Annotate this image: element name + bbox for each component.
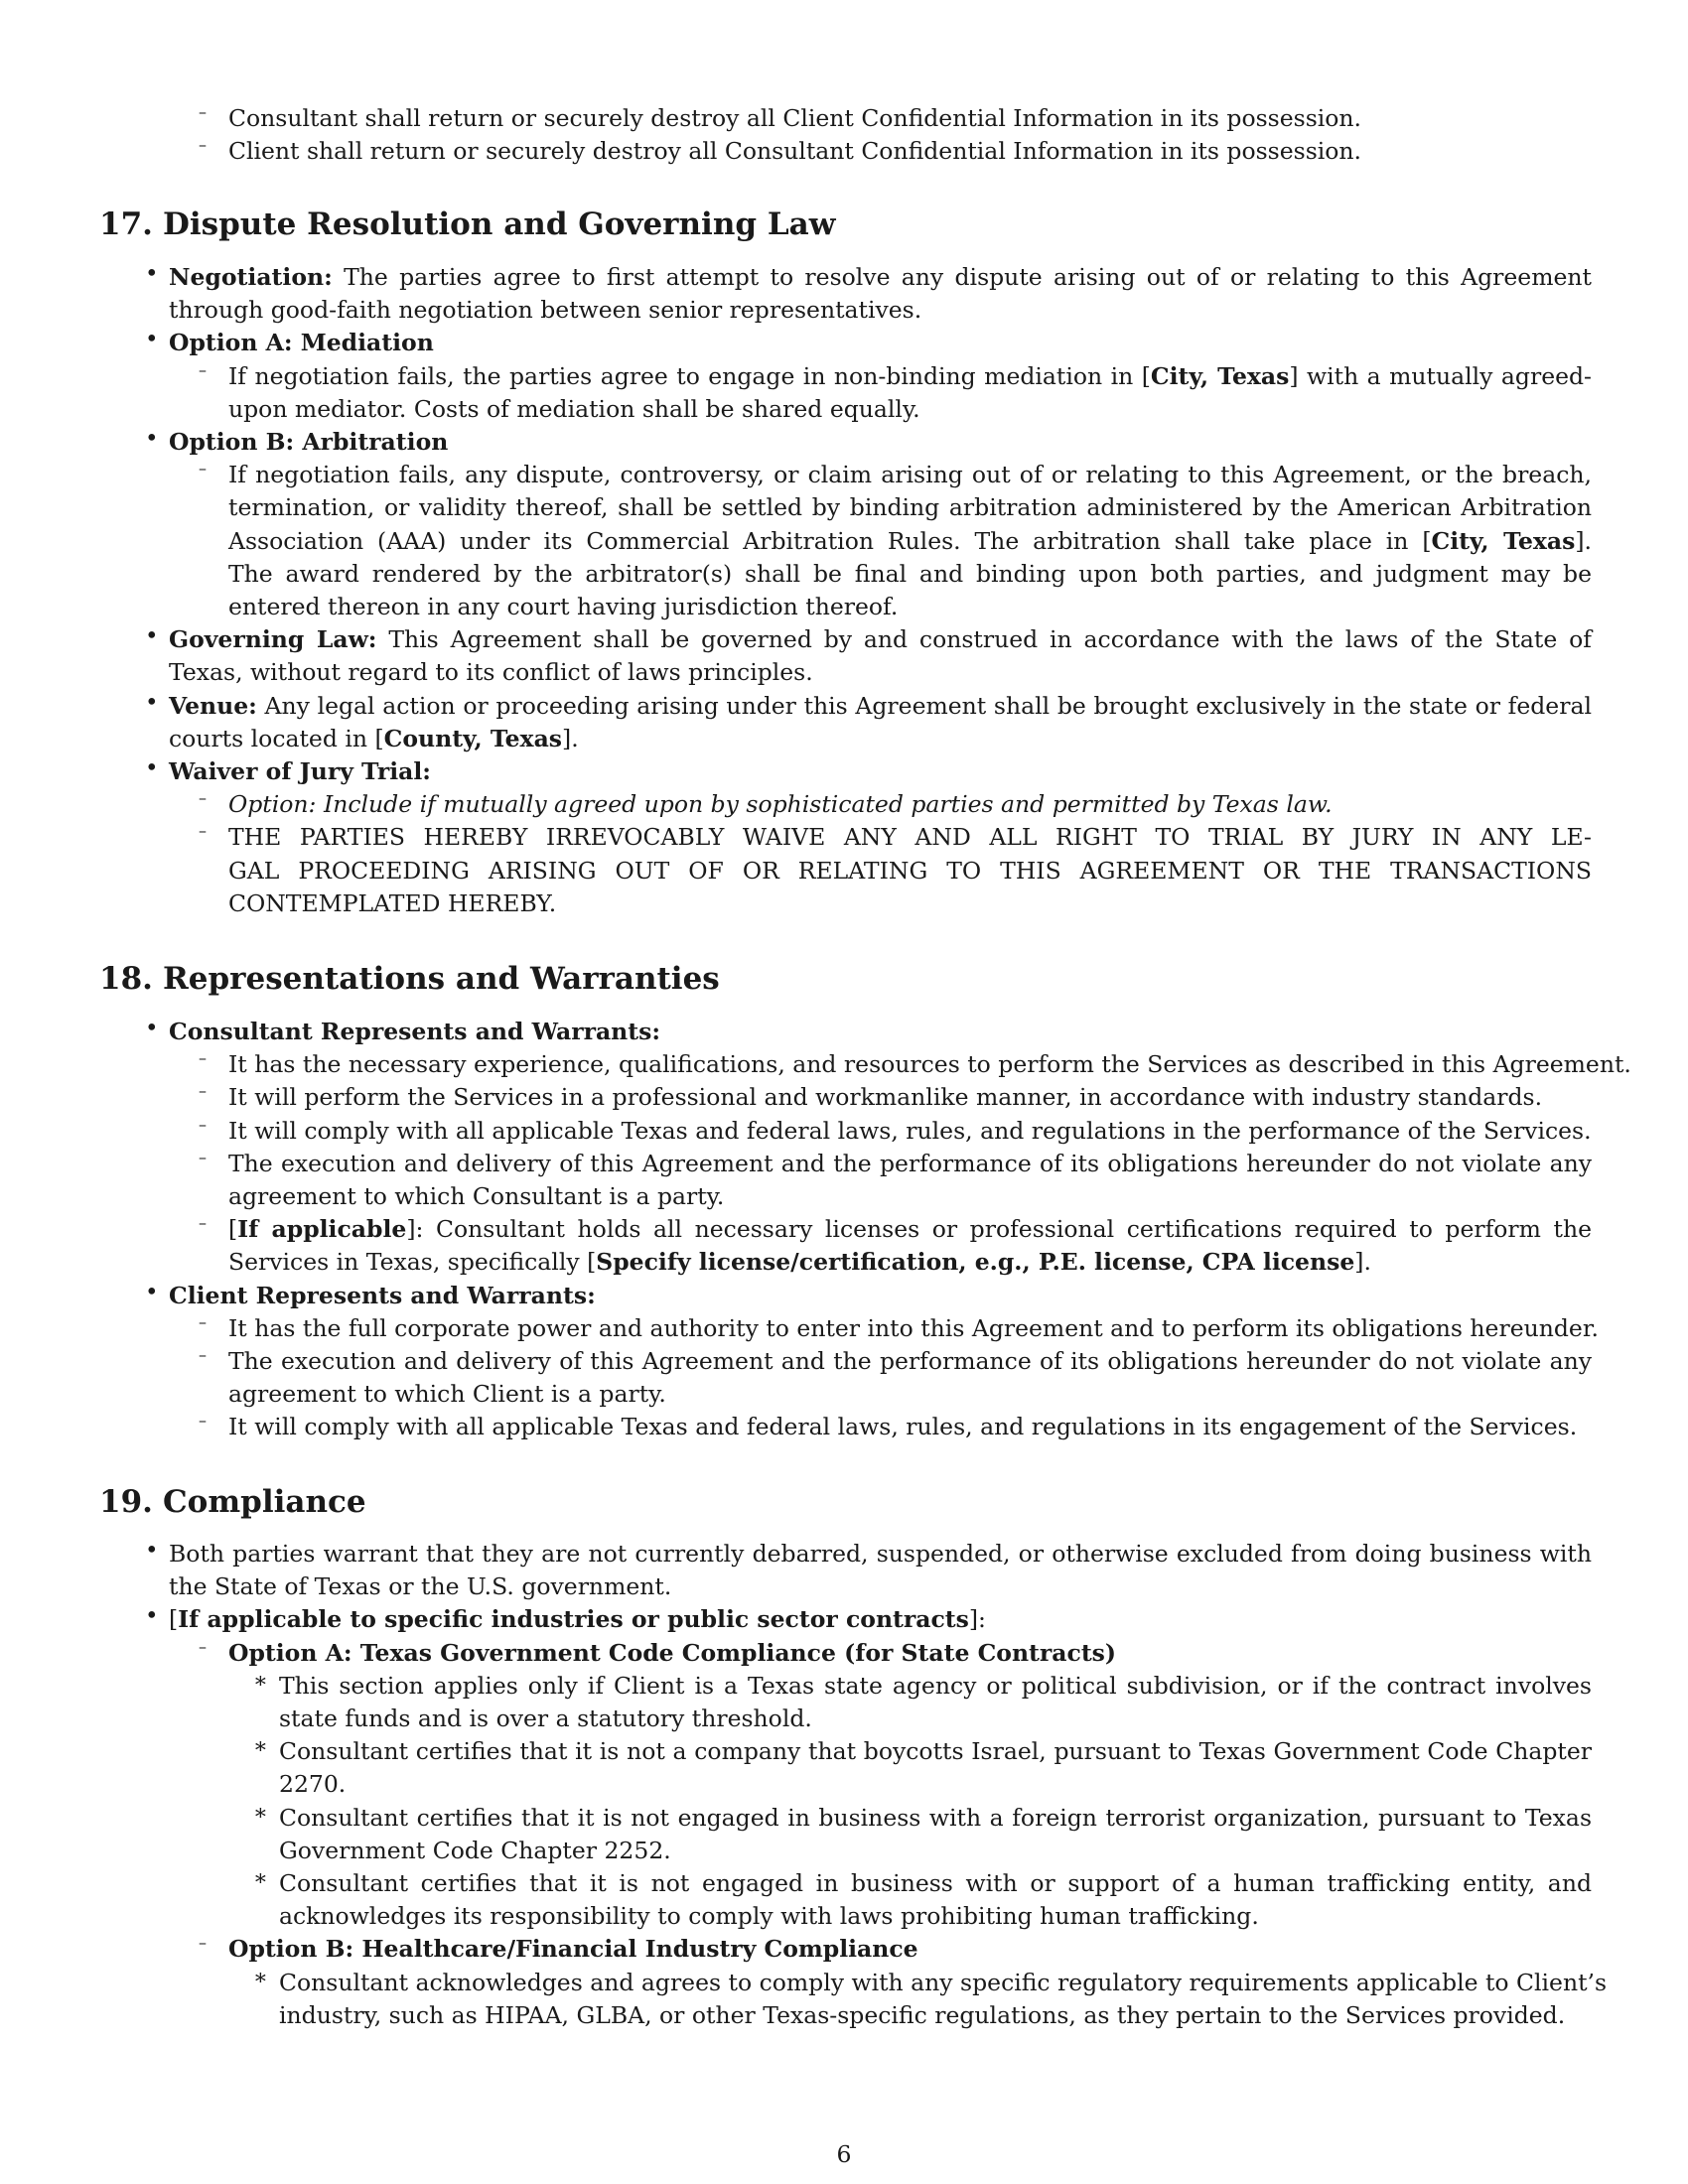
list-item: – The execution and delivery of this Agreement and the performance of its obligations hereunder do not violate any agreement to which Client is a party. <box>199 1345 1592 1409</box>
list-item-negotiation: • Negotiation: The parties agree to first attempt to resolve any dispute arising out of or relating to this Agreement through good-faith negotiation between senior representatives. <box>145 261 1592 325</box>
list-item-consultant-warrants: • Consultant Represents and Warrants: <box>145 1016 661 1045</box>
list-item: – It will comply with all applicable Texas and federal laws, rules, and regulations in the performance of the Services. <box>199 1114 1592 1145</box>
section-19-body <box>99 1538 1608 2032</box>
list-item-governing-law: • Governing Law: This Agreement shall be governed by and construed in accordance with the laws of the State of Texas, without regard to its conflict of laws principles. <box>145 623 1592 687</box>
section-heading-17: 17. Dispute Resolution and Governing Law <box>99 206 836 242</box>
list-item-option-b-arbitration: • Option B: Arbitration <box>145 426 449 457</box>
list-item: – Option: Include if mutually agreed upon by sophisticated parties and permitted by Texas law. <box>199 788 1333 819</box>
list-item: ∗ Consultant certifies that it is not engaged in business with a foreign terrorist organization, pursuant to Texas Government Code Chapter 2252. <box>253 1800 1592 1864</box>
list-item-debarment: • Both parties warrant that they are not currently debarred, suspended, or otherwise excluded from doing business with the State of Texas or the U.S. government. <box>145 1538 1592 1601</box>
list-item: – If negotiation fails, any dispute, controversy, or claim arising out of or relating to this Agreement, or the breach, termination, or validity thereof, shall be settled by binding arbitration administered by the American Arbitration Association (AAA) under its Commercial Arbitration Rules. The arbitration shall take place in [City, Texas]. The award rendered by the arbitrator(s) shall be final and binding upon both parties, and judgment may be entered thereon in any court having jurisdiction thereof. <box>199 459 1593 621</box>
list-item: – [If applicable]: Consultant holds all necessary licenses or professional certifications required to perform the Services in Texas, specifically [Specify license/certification, e.g., P.E. license, CPA license]. <box>199 1213 1592 1277</box>
page-number: 6 <box>836 2140 852 2168</box>
list-item-option-a-gov-code: – Option A: Texas Government Code Compliance (for State Contracts) <box>199 1636 1117 1667</box>
list-item: – THE PARTIES HEREBY IRREVOCABLY WAIVE ANY AND ALL RIGHT TO TRIAL BY JURY IN ANY LE- GAL PROCEEDING ARISING OUT OF OR RELATING TO THIS AGREEMENT OR THE TRANSACTIONS CONTEMPLATED HEREBY. <box>199 821 1592 917</box>
list-item-venue: • Venue: Any legal action or proceeding arising under this Agreement shall be brought exclusively in the state or federal courts located in [County, Texas]. <box>145 689 1592 752</box>
list-item-client-warrants: • Client Represents and Warrants: <box>145 1279 596 1309</box>
list-item: – If negotiation fails, the parties agree to engage in non-binding mediation in [City, Texas] with a mutually agreed- upon mediator. Costs of mediation shall be shared equally. <box>199 359 1593 423</box>
list-item: – It will comply with all applicable Texas and federal laws, rules, and regulations in its engagement of the Services. <box>199 1411 1578 1441</box>
section-heading-19: 19. Compliance <box>99 1484 366 1520</box>
list-item-jury-waiver: • Waiver of Jury Trial: <box>145 755 431 786</box>
section-17-body <box>99 261 1592 920</box>
list-item-option-b-healthcare: – Option B: Healthcare/Financial Industry Compliance <box>199 1933 918 1964</box>
list-item: – Consultant shall return or securely destroy all Client Confidential Information in its possession. <box>199 102 1362 132</box>
list-item: – Client shall return or securely destroy all Consultant Confidential Information in its possession. <box>199 135 1362 165</box>
list-item: ∗ Consultant acknowledges and agrees to comply with any specific regulatory requirements applicable to Client’s industry, such as HIPAA, GLBA, or other Texas-specific regulations, as they pertain to the Services provided. <box>253 1965 1608 2029</box>
list-item: – It will perform the Services in a professional and workmanlike manner, in accordance with industry standards. <box>199 1081 1543 1112</box>
section-heading-18: 18. Representations and Warranties <box>99 961 720 997</box>
list-item: – It has the full corporate power and authority to enter into this Agreement and to perform its obligations hereunder. <box>199 1311 1599 1342</box>
list-item: – It has the necessary experience, qualifications, and resources to perform the Services as described in this Agreement. <box>199 1048 1631 1079</box>
list-item: ∗ Consultant certifies that it is not engaged in business with or support of a human trafficking entity, and acknowledges its responsibility to comply with laws prohibiting human trafficking. <box>253 1866 1592 1931</box>
list-item-option-a-mediation: • Option A: Mediation <box>145 327 434 357</box>
section-18-body <box>99 1016 1631 1444</box>
list-item: – The execution and delivery of this Agreement and the performance of its obligations hereunder do not violate any agreement to which Consultant is a party. <box>199 1147 1592 1211</box>
list-item: ∗ Consultant certifies that it is not a company that boycotts Israel, pursuant to Texas Government Code Chapter 2270. <box>253 1734 1592 1799</box>
list-item: ∗ This section applies only if Client is a Texas state agency or political subdivision, or if the contract involves state funds and is over a statutory threshold. <box>253 1668 1592 1733</box>
list-item-if-applicable: • [If applicable to specific industries or public sector contracts]: <box>145 1603 986 1634</box>
